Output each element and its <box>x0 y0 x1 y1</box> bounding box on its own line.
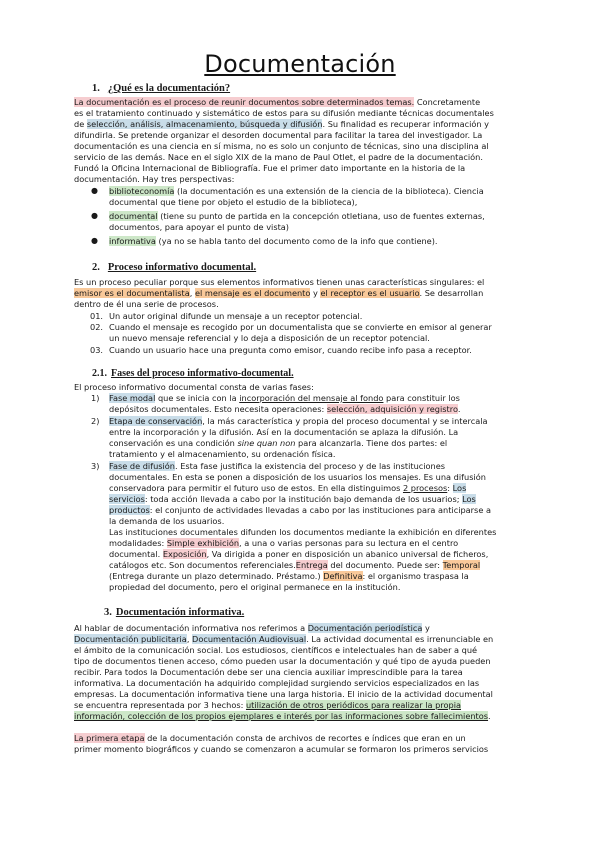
list-number: 03. <box>90 345 104 355</box>
text-line: Es un proceso peculiar porque sus elementos informativos tienen unas características singulares: el <box>74 277 485 287</box>
text-line: Fundó la Oficina Internacional de Bibliografía. Fue el primer dato importante en la historia de la <box>74 163 466 173</box>
list-item-cont: productos: el conjunto de actividades llevadas a cabo por las instituciones para anticiparse a <box>109 505 491 515</box>
bullet-icon: ● <box>91 211 98 220</box>
list-item: Un autor original difunde un mensaje a un receptor potencial. <box>109 311 363 321</box>
list-item-cont: documentos, para apoyar el punto de vista) <box>109 222 290 232</box>
list-number: 01. <box>90 311 104 321</box>
text-line: La primera etapa de la documentación consta de archivos de recortes e índices que eran en un <box>74 733 466 743</box>
text-line: recibir. Para todos la Documentación debe ser una ciencia auxiliar imprescindible para la tarea <box>74 667 463 677</box>
list-item-cont: conservación es una condición sine quan non para alcanzarla. Tiene dos partes: el <box>109 438 448 448</box>
text-line: de selección, análisis, almacenamiento, búsqueda y difusión. Su finalidad es recuperar información y <box>74 119 490 129</box>
list-item-cont: documental. Exposición, Va dirigida a poner en disposición un abanico universal de ficheros, <box>109 549 489 559</box>
list-item: informativa (ya no se habla tanto del documento como de la info que contiene). <box>109 236 438 246</box>
text-line: primer momento biográficos y cuando se comenzaron a acumular se formaron los primeros servicios <box>74 744 489 754</box>
text-line: La documentación es el proceso de reunir documentos sobre determinados temas. Concretamente <box>74 97 481 107</box>
list-item: biblioteconomía (la documentación es una extensión de la ciencia de la biblioteca). Ciencia <box>109 186 484 196</box>
list-item-cont: servicios: toda acción llevada a cabo por la institución bajo demanda de los usuarios; Los <box>109 494 476 504</box>
list-item-cont: propiedad del documento, pero el original permanece en la institución. <box>109 582 401 592</box>
list-number: 3) <box>91 461 100 471</box>
text-line: tipo de documentos tienen acceso, cómo pueden usar la documentación y qué tipo de ayuda pueden <box>74 656 491 666</box>
list-item-cont: documentales. En esta se ponen a disposición de los usuarios los mensajes. Es una difusión <box>109 472 486 482</box>
text-line: el ámbito de la comunicación social. Los estudiosos, científicos e intelectuales han de saber a qué <box>74 645 478 655</box>
section-3-heading: 3. Documentación informativa. <box>104 607 245 618</box>
list-number: 2) <box>91 416 100 426</box>
list-number: 1) <box>91 393 100 403</box>
text-line: documentación. Hay tres perspectivas: <box>74 174 235 184</box>
list-item-cont: depósitos documentales. Esto necesita operaciones: selección, adquisición y registro. <box>109 404 461 414</box>
text-line: Al hablar de documentación informativa nos referimos a Documentación periodística y <box>74 623 430 633</box>
list-item-cont: tratamiento y el almacenamiento, su ordenación física. <box>109 449 336 459</box>
section-1-heading: 1. ¿Qué es la documentación? <box>92 83 231 94</box>
bullet-icon: ● <box>91 186 98 195</box>
list-item: documental (tiene su punto de partida en la concepción otletiana, uso de fuentes externas, <box>109 211 485 221</box>
list-number: 02. <box>90 322 104 332</box>
text-line: El proceso informativo documental consta de varias fases: <box>74 382 314 392</box>
list-item-cont: conservadora para permitir el futuro uso de estos. En ella distinguimos 2 procesos: Los <box>109 483 467 493</box>
list-item: Cuando el mensaje es recogido por un documentalista que se convierte en emisor al generar <box>109 322 492 332</box>
section-2-1-heading: 2.1. Fases del proceso informativo-documental. <box>92 368 294 379</box>
text-line: informativa. La documentación ha adquirido complejidad surgiendo servicios especializados en las <box>74 678 480 688</box>
list-item-cont: un nuevo mensaje referencial y lo deja a disposición de un receptor potencial. <box>109 333 430 343</box>
text-line: es el tratamiento continuado y sistemático de estos para su difusión mediante técnicas documentales <box>74 108 494 118</box>
page-title: Documentación <box>204 50 396 78</box>
bullet-icon: ● <box>91 236 98 245</box>
text-line: se encuentra representada por 3 hechos: utilización de otros periódicos para realizar la propia <box>74 700 461 710</box>
list-item-cont: documental que tiene por objeto el estudio de la biblioteca), <box>109 197 358 207</box>
list-item-cont: modalidades: Simple exhibición, a una o varias personas para su lectura en el centro <box>109 538 459 548</box>
list-item: Fase modal que se inicia con la incorporación del mensaje al fondo para constituir los <box>109 393 460 403</box>
list-item-cont: Las instituciones documentales difunden los documentos mediante la exhibición en diferentes <box>109 527 497 537</box>
text-line: difundirla. Se pretende organizar el desorden documental para facilitar la tarea del investigador. La <box>74 130 483 140</box>
text-line: Documentación publicitaria, Documentación Audiovisual. La actividad documental es irrenunciable en <box>74 634 494 644</box>
list-item-cont: la demanda de los usuarios. <box>109 516 225 526</box>
list-item-cont: entre la incorporación y la difusión. Así en la documentación se aplaza la difusión. La <box>109 427 459 437</box>
list-item-cont: catálogos etc. Son documentos referenciales.Entrega del documento. Puede ser: Temporal <box>109 560 481 570</box>
text-line: empresas. La documentación informativa tiene una larga historia. El inicio de la actividad documental <box>74 689 493 699</box>
text-line: información, colección de los propios ejemplares e interés por las informaciones sobre fallecimientos. <box>74 711 491 721</box>
text-line: emisor es el documentalista, el mensaje es el documento y el receptor es el usuario. Se desarrollan <box>74 288 484 298</box>
text-line: dentro de él una serie de procesos. <box>74 299 219 309</box>
list-item-cont: (Entrega durante un plazo determinado. Préstamo.) Definitiva: el organismo traspasa la <box>109 571 469 581</box>
text-line: servicio de las demás. Nace en el siglo XIX de la mano de Paul Otlet, el padre de la documentación. <box>74 152 483 162</box>
section-2-heading: 2. Proceso informativo documental. <box>92 262 257 273</box>
list-item: Fase de difusión. Esta fase justifica la existencia del proceso y de las instituciones <box>109 461 446 471</box>
list-item: Cuando un usuario hace una pregunta como emisor, cuando recibe info pasa a receptor. <box>109 345 472 355</box>
list-item: Etapa de conservación, la más característica y propia del proceso documental y se intercala <box>109 416 488 426</box>
text-line: documentación es una ciencia en sí misma, no es solo un conjunto de técnicas, sino una disciplina al <box>74 141 489 151</box>
